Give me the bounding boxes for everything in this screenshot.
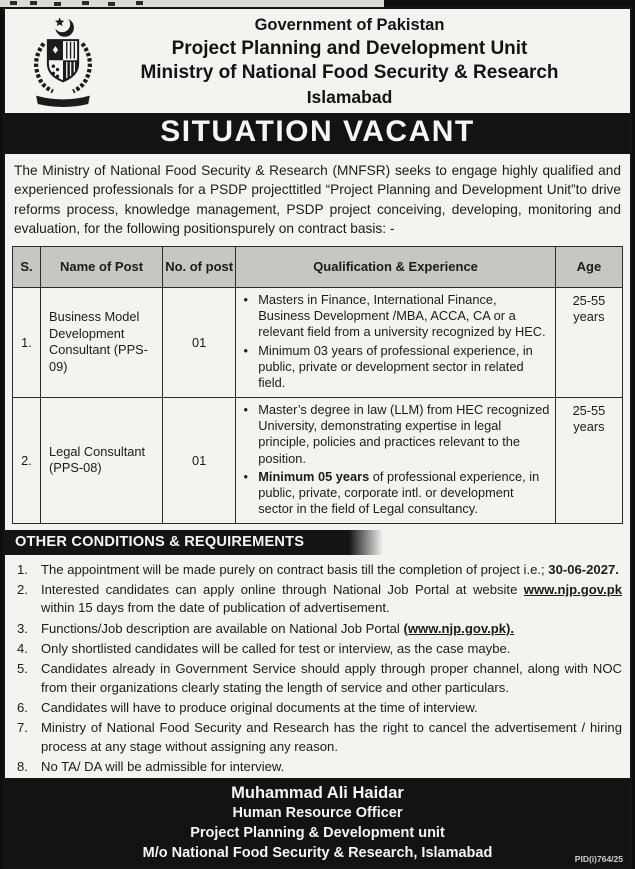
text-segment: Ministry of National Food Security and Research has the right to cancel the advertisement / hiring process at any stage without assigning any reason. [41,720,622,754]
banner-title: SITUATION VACANT [160,115,475,148]
condition-text [41,640,622,658]
qualification-item [239,469,550,518]
text-segment: Minimum 03 years of professional experience, in public, private or development sector in related field. [258,342,533,391]
gov-title: Government of Pakistan [254,16,445,35]
condition-text [41,581,622,618]
condition-text [41,719,622,756]
qualification-cell [236,287,556,397]
age-cell: 25-55 years [555,287,622,397]
col-serial: S. [13,246,41,287]
text-segment: Master’s degree in law (LLM) from HEC recognized University, demonstrating expertise in legal principle, policies and practices relevant to the position. [258,401,550,466]
ministry-title: Ministry of National Food Security & Research [140,62,559,84]
qualification-cell [236,397,556,523]
text-segment: of professional experience, in public, private, corporate intl. or development sector in the field of Legal consultancy. [258,468,540,517]
bullet-icon: • [243,342,248,358]
table-row [13,287,623,397]
situation-vacant-banner [5,113,630,154]
officer-ministry: M/o National Food Security & Research, Islamabad [142,844,493,861]
condition-text [41,699,622,717]
text-segment: Minimum 05 years [258,468,370,484]
advertisement-box [3,7,632,869]
condition-item [17,620,622,638]
condition-number: 4. [17,640,28,656]
qualification-item [239,292,550,341]
condition-number: 3. [17,620,28,636]
qualification-text [258,469,550,518]
condition-item [17,758,622,776]
condition-number: 6. [17,699,28,715]
text-segment: Candidates will have to produce original documents at the time of interview. [41,699,478,715]
conditions-heading: OTHER CONDITIONS & REQUIREMENTS [15,533,305,550]
officer-designation: Human Resource Officer [232,805,403,822]
condition-number: 2. [17,581,28,597]
condition-item [17,660,622,697]
condition-text [41,561,622,579]
count-cell: 01 [163,287,236,397]
header-titles [105,15,620,109]
link-text: (www.njp.gov.pk). [403,620,515,636]
top-strip-clipped-text [0,0,384,7]
bullet-icon: • [243,291,248,307]
page-top-strip [0,0,635,7]
bullet-icon: • [243,468,248,484]
qualification-text [258,292,550,341]
table-header-row [13,246,623,287]
condition-item [17,719,622,756]
condition-text [41,620,622,638]
condition-item [17,699,622,717]
qualification-item [239,343,550,392]
jobs-table-body [13,287,623,523]
conditions-list [5,561,630,779]
text-segment: Interested candidates can apply online through National Job Portal at website [41,581,524,597]
pid-number: PID(i)764/25 [574,854,623,865]
condition-text [41,660,622,697]
text-segment: Masters in Finance, International Finance, Business Development /MBA, ACCA, CA or a relevant field from a university recognized by HEC. [258,291,546,340]
serial-cell: 2. [13,397,41,523]
jobs-table [12,246,623,524]
qualification-text [258,402,550,467]
link-text: www.njp.gov.pk [523,581,622,597]
col-qualification: Qualification & Experience [236,246,556,287]
text-segment: The appointment will be made purely on contract basis till the completion of project i.e.; [41,561,549,577]
serial-cell: 1. [13,287,41,397]
top-strip-black [384,0,635,7]
signature-footer [5,778,630,869]
officer-unit: Project Planning & Development unit [190,825,445,841]
text-segment: Only shortlisted candidates will be called for test or interview, as the case maybe. [41,640,511,656]
city-title: Islamabad [306,87,393,108]
conditions-heading-bar [5,530,383,555]
col-age: Age [555,246,622,287]
condition-text [41,758,622,776]
col-count: No. of post [163,246,236,287]
text-segment: within 15 days from the date of publication of advertisement. [41,600,390,616]
condition-number: 1. [17,561,28,577]
post-cell: Legal Consultant (PPS-08) [41,397,163,523]
qualification-item [239,402,550,467]
ad-header [5,9,630,113]
post-cell: Business Model Development Consultant (PPS-09) [41,287,163,397]
text-segment: Candidates already in Government Service should apply through proper channel, along with NOC from their organizations clearly stating the length of service and other particulars. [41,661,622,695]
jobs-table-head [13,246,623,287]
text-segment: No TA/ DA will be admissible for interview. [41,758,285,774]
col-post: Name of Post [41,246,163,287]
condition-number: 7. [17,720,28,736]
bullet-icon: • [243,401,248,417]
text-segment: 30-06-2027. [548,561,619,577]
condition-item [17,561,622,579]
intro-paragraph: The Ministry of National Food Security & Research (MNFSR) seeks to engage highly qualified and experienced professionals for a PSDP projecttitled “Project Planning and Development Unit”to drive reforms process, knowledge management, PSDP project conceiving, developing, monitoring and evaluation, for the following positionspurely on contract basis: - [14,163,621,237]
condition-number: 8. [17,758,28,774]
unit-title: Project Planning and Development Unit [171,37,528,59]
count-cell: 01 [163,397,236,523]
condition-item [17,640,622,658]
text-segment: Functions/Job description are available on National Job Portal [41,620,404,636]
qualification-text [258,343,550,392]
officer-name: Muhammad Ali Haidar [231,784,404,803]
table-row [13,397,623,523]
pakistan-state-emblem-icon [21,14,105,110]
age-cell: 25-55 years [555,397,622,523]
condition-item [17,581,622,618]
condition-number: 5. [17,661,28,677]
